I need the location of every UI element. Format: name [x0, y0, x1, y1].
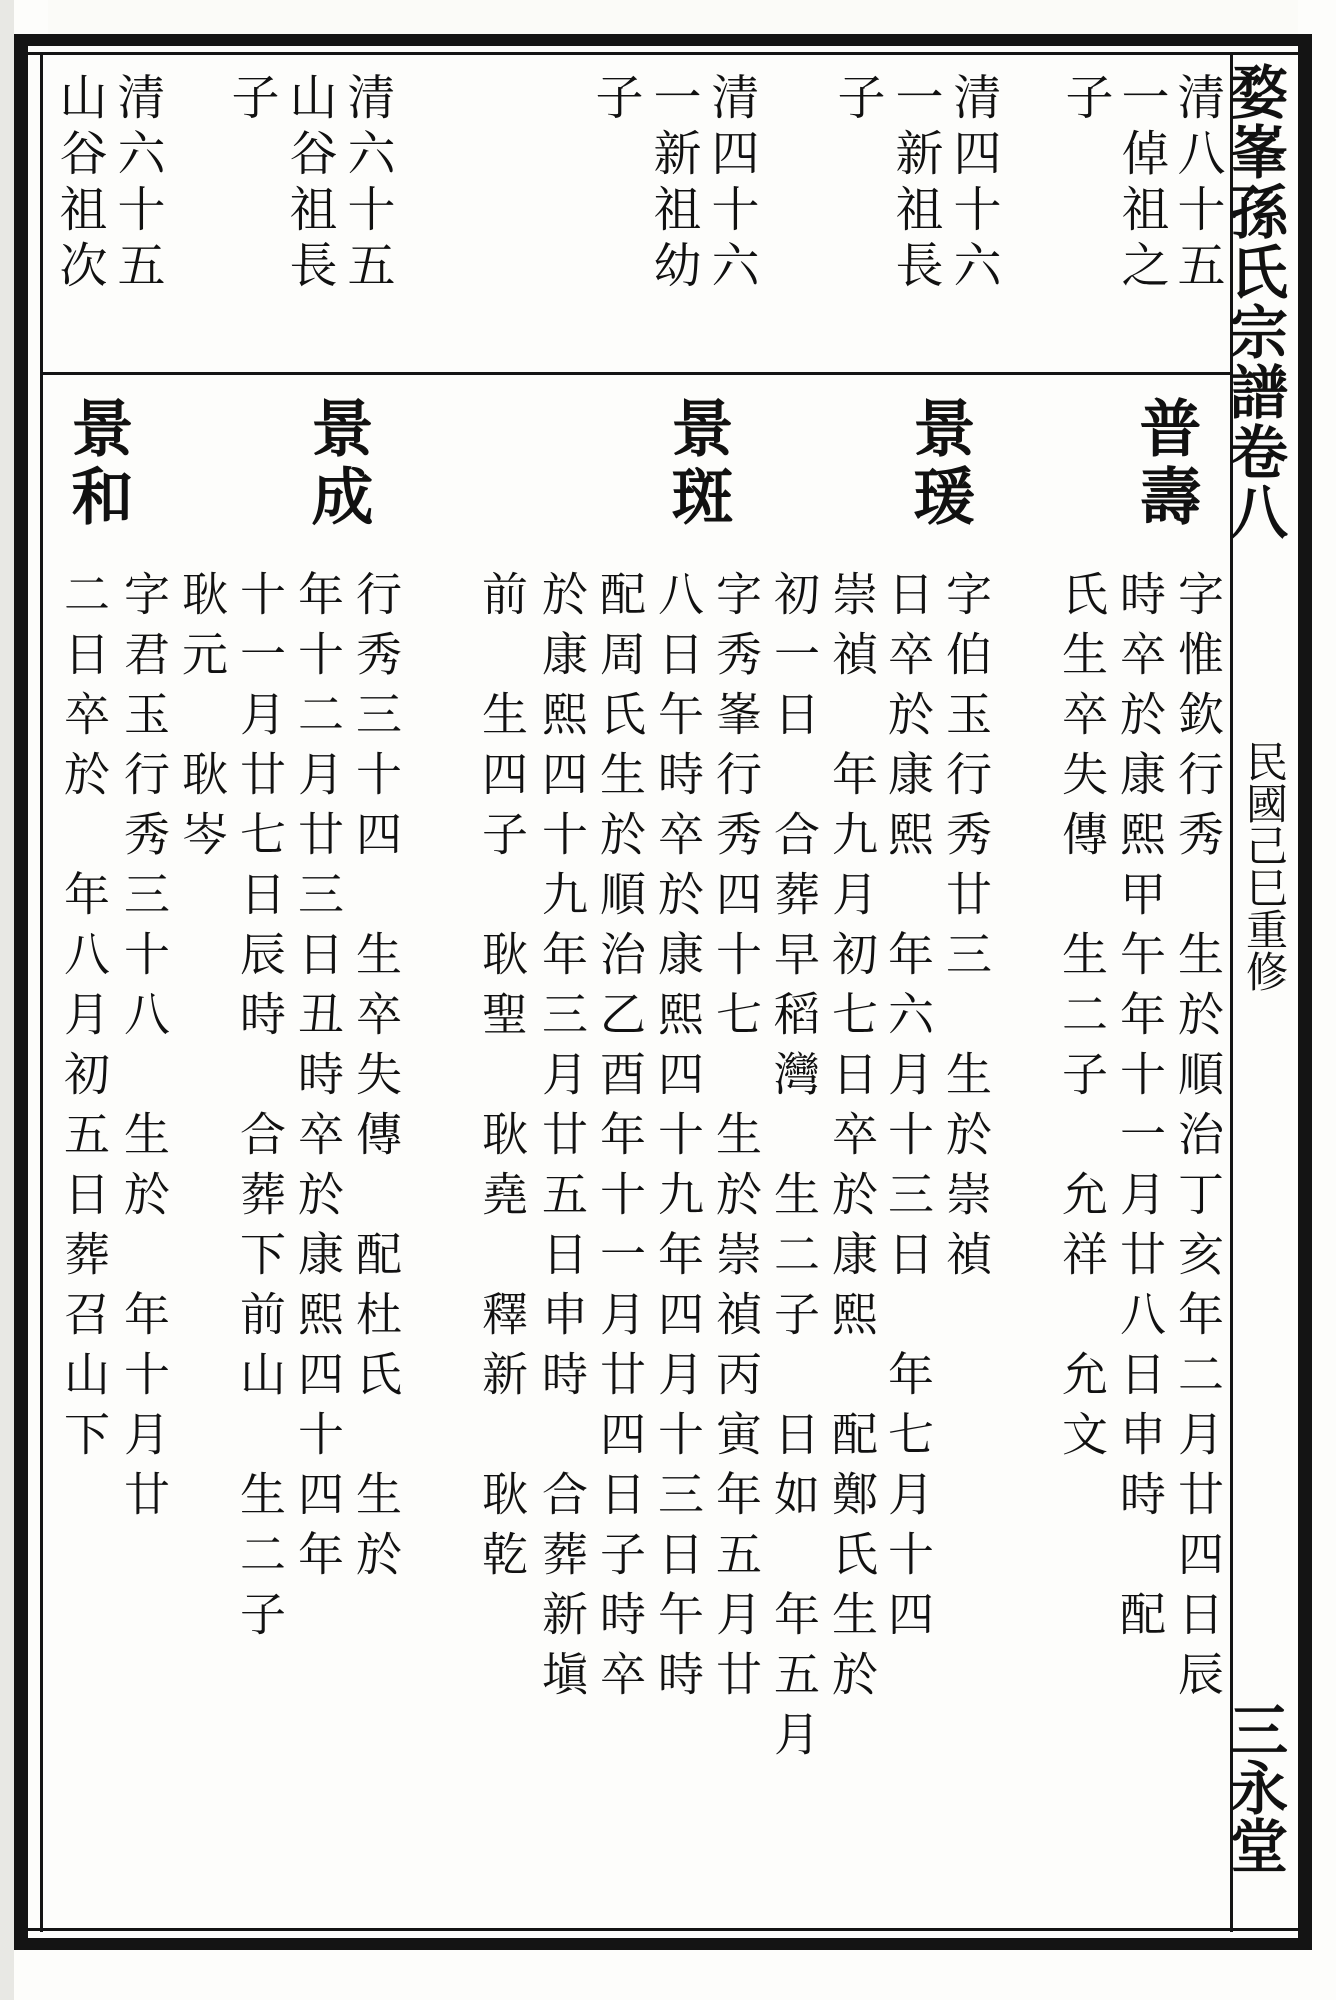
record-column: 耿元 耿岑: [175, 570, 229, 870]
record-column: 字君玉行秀三十八 生於 年十月廿: [117, 570, 171, 1530]
upper-note-column: 一新祖長: [887, 72, 943, 296]
record-column: 十一月廿七日辰時 合葬下前山 生二子: [233, 570, 287, 1650]
record-column: 氏生卒失傳 生二子 允祥 允文: [1055, 570, 1109, 1470]
upper-note-column: 清四十六: [703, 72, 759, 296]
person-name-jingcheng: 景成: [301, 396, 374, 532]
spine-hall-name: 三永堂: [1220, 1700, 1288, 1874]
upper-note-column: 山谷祖長: [281, 72, 337, 296]
upper-note-column: 子: [829, 72, 885, 128]
record-column: 於康熙四十九年三月廿五日申時 合葬新塡: [535, 570, 589, 1710]
upper-note-column: 清六十五: [339, 72, 395, 296]
frame-bottom-inner-rule: [14, 1928, 1312, 1931]
record-column: 初一日 合葬早稻灣 生二子 日如 年五月: [767, 570, 821, 1770]
frame-bottom-rule: [14, 1938, 1312, 1950]
frame-left-inner-rule: [40, 52, 43, 1932]
person-name-jinghe: 景和: [61, 396, 134, 532]
frame-top-rule: [14, 34, 1312, 46]
record-column: 崇禎 年九月初七日卒於康熙 配鄭氏生於: [825, 570, 879, 1710]
spine-book-title: [1220, 62, 1296, 702]
record-column: 前 生四子 耿聖 耿堯 釋新 耿乾: [475, 570, 529, 1590]
page-edge: [0, 0, 14, 2000]
upper-note-column: 清四十六: [945, 72, 1001, 296]
spine-title-text: 婺峯孫氏宗譜: [1220, 62, 1288, 422]
record-column: 日卒於康熙 年六月十三日 年七月十四: [881, 570, 935, 1650]
record-column: 字伯玉行秀廿三 生於崇禎: [939, 570, 993, 1290]
record-column: 八日午時卒於康熙四十九年四月十三日午時: [651, 570, 705, 1710]
record-column: 時卒於康熙甲午年十一月廿八日申時 配: [1113, 570, 1167, 1650]
record-column: 配周氏生於順治乙酉年十一月廿四日子時卒: [593, 570, 647, 1710]
upper-band-divider: [40, 372, 1230, 375]
upper-note-column: 子: [587, 72, 643, 128]
upper-note-column: 山谷祖次: [51, 72, 107, 296]
upper-note-column: 子: [223, 72, 279, 128]
upper-note-column: 子: [1057, 72, 1113, 128]
person-name-jingyuan: 景瑗: [903, 396, 976, 532]
frame-top-inner-rule: [14, 52, 1312, 55]
record-column: 二日卒於 年八月初五日葬召山下: [57, 570, 111, 1470]
person-name-pushou: 普壽: [1129, 396, 1202, 532]
record-column: 字秀峯行秀四十七 生於崇禎丙寅年五月廿: [709, 570, 763, 1710]
record-column: 年十二月廿三日丑時卒於康熙四十四年: [291, 570, 345, 1590]
upper-note-column: 一倬祖之: [1113, 72, 1169, 296]
frame-right-rule: [1298, 34, 1312, 1950]
spine-edition-note: 民國己巳重修: [1240, 740, 1289, 992]
upper-note-column: 一新祖幼: [645, 72, 701, 296]
record-column: 字惟欽行秀 生於順治丁亥年二月廿四日辰: [1171, 570, 1225, 1710]
person-name-jingban: 景斑: [661, 396, 734, 532]
record-column: 行秀三十四 生卒失傳 配杜氏 生於: [349, 570, 403, 1590]
top-margin: [48, 0, 1298, 34]
spine-volume-text: 卷八: [1220, 422, 1288, 542]
upper-note-column: 清八十五: [1169, 72, 1225, 296]
upper-note-column: 清六十五: [109, 72, 165, 296]
frame-left-rule: [14, 34, 28, 1950]
